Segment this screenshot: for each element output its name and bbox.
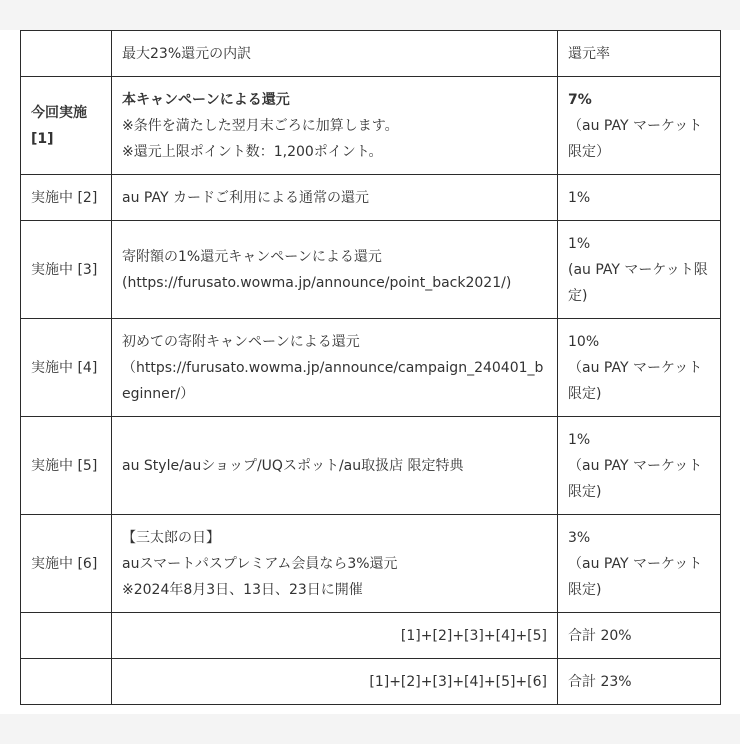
header-cell-empty [21,31,112,77]
table-row [21,175,721,221]
description-line: （https://furusato.wowma.jp/announce/campaign_240401_beginner/） [122,359,544,402]
description-line: ※条件を満たした翌月末ごろに加算します。 [122,117,399,134]
rate-note: (au PAY マーケット限定) [568,261,708,304]
table-row [21,515,721,613]
total-row [21,613,721,659]
row-rate [558,175,721,221]
page-content [0,30,740,714]
description-line: 寄附額の1%還元キャンペーンによる還元 [122,248,382,265]
row-description [112,417,558,515]
description-line: 本キャンペーンによる還元 [122,91,290,108]
row-label: 実施中 [4] [21,319,112,417]
rate-value: 10% [568,333,600,350]
table-row [21,417,721,515]
description-line: 【三太郎の日】 [122,529,220,546]
description-line: ※2024年8月3日、13日、23日に開催 [122,581,363,598]
row-label: 実施中 [3] [21,221,112,319]
rate-note: （au PAY マーケット限定） [568,117,703,160]
row-label: 実施中 [2] [21,175,112,221]
row-rate [558,319,721,417]
row-description [112,515,558,613]
total-formula: [1]+[2]+[3]+[4]+[5] [112,613,558,659]
description-line: 初めての寄附キャンペーンによる還元 [122,333,360,350]
description-line: au Style/auショップ/UQスポット/au取扱店 限定特典 [122,457,464,474]
rate-value: 1% [568,235,591,252]
total-label [21,613,112,659]
reward-breakdown-table [20,30,721,705]
table-row [21,319,721,417]
row-rate [558,417,721,515]
row-description [112,175,558,221]
total-label [21,659,112,705]
header-cell-rate: 還元率 [558,31,721,77]
description-line: ※還元上限ポイント数：1,200ポイント。 [122,143,383,160]
row-rate [558,77,721,175]
row-rate [558,221,721,319]
row-label: 今回実施 [1] [21,77,112,175]
table-row [21,77,721,175]
rate-value: 1% [568,431,591,448]
rate-value: 7% [568,91,592,108]
total-row [21,659,721,705]
row-label: 実施中 [5] [21,417,112,515]
row-rate [558,515,721,613]
total-formula: [1]+[2]+[3]+[4]+[5]+[6] [112,659,558,705]
row-label: 実施中 [6] [21,515,112,613]
total-value: 合計 23% [558,659,721,705]
rate-note: （au PAY マーケット限定) [568,359,703,402]
row-description [112,77,558,175]
rate-value: 1% [568,189,591,206]
header-cell-breakdown: 最大23%還元の内訳 [112,31,558,77]
rate-note: （au PAY マーケット限定) [568,457,703,500]
rate-value: 3% [568,529,591,546]
description-line: auスマートパスプレミアム会員なら3%還元 [122,555,398,572]
table-header-row [21,31,721,77]
table-row [21,221,721,319]
row-description [112,221,558,319]
description-line: (https://furusato.wowma.jp/announce/point_back2021/) [122,274,512,291]
rate-note: （au PAY マーケット限定) [568,555,703,598]
total-value: 合計 20% [558,613,721,659]
description-line: au PAY カードご利用による通常の還元 [122,189,369,206]
row-description [112,319,558,417]
